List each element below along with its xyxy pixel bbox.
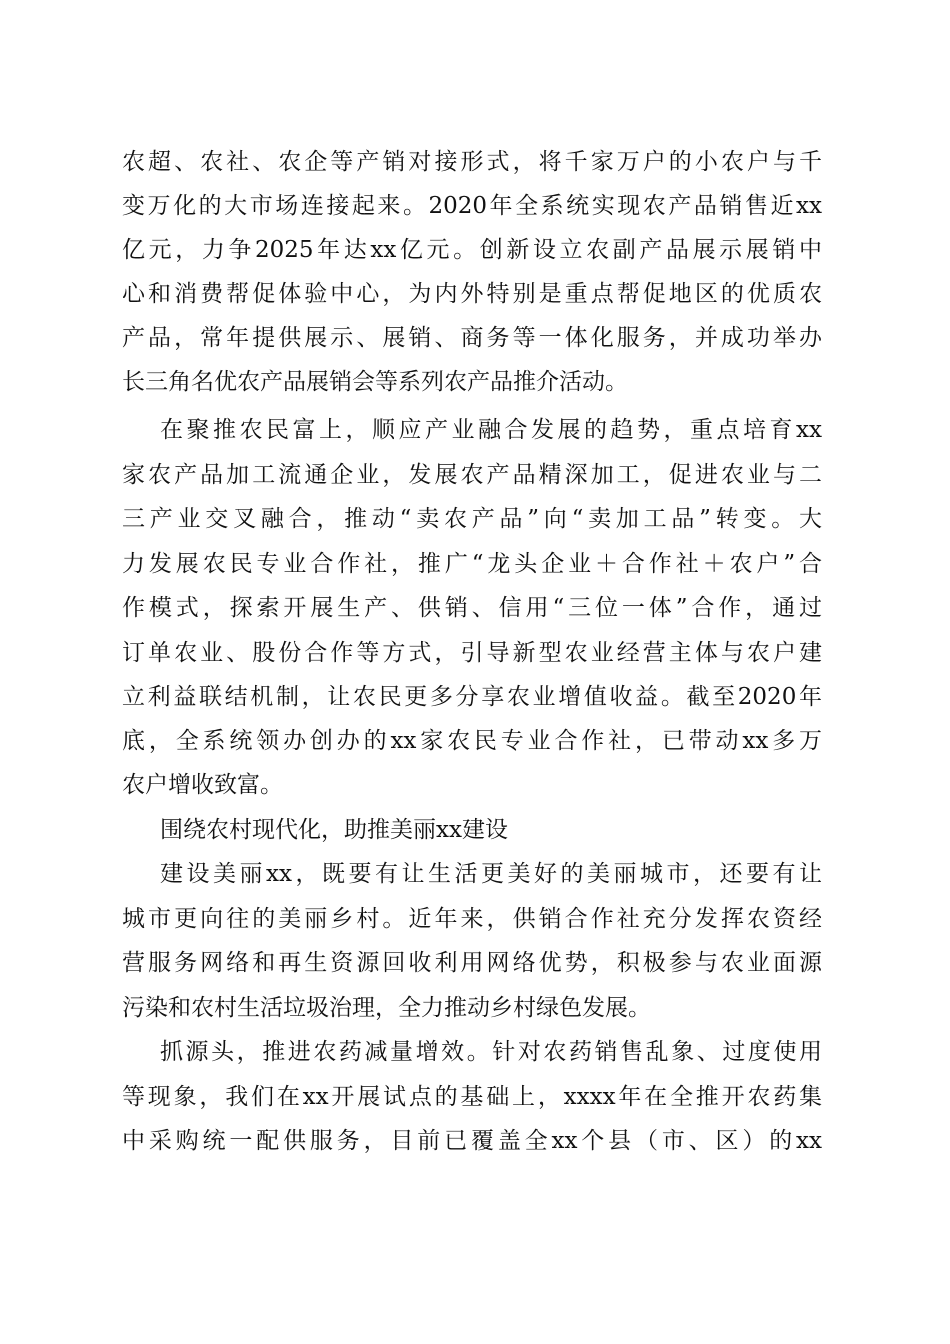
- paragraph-first-line: 抓源头，推进农药减量增效。针对农药销售乱象、过度使用: [160, 1039, 822, 1065]
- text-line: 力发展农民专业合作社，推广“龙头企业＋合作社＋农户”合: [122, 551, 822, 577]
- text-line: 三产业交叉融合，推动“卖农产品”向“卖加工品”转变。大: [122, 506, 822, 532]
- text-line: 城市更向往的美丽乡村。近年来，供销合作社充分发挥农资经: [122, 906, 822, 932]
- text-line: 家农产品加工流通企业，发展农产品精深加工，促进农业与二: [122, 462, 822, 488]
- text-line: 污染和农村生活垃圾治理，全力推动乡村绿色发展。: [122, 995, 651, 1021]
- text-line: 中采购统一配供服务，目前已覆盖全xx个县（市、区）的xx: [122, 1128, 822, 1154]
- text-line: 亿元，力争2025年达xx亿元。创新设立农副产品展示展销中: [122, 237, 822, 263]
- text-line: 立利益联结机制，让农民更多分享农业增值收益。截至2020年: [122, 684, 822, 710]
- section-heading: 围绕农村现代化，助推美丽xx建设: [160, 817, 508, 843]
- text-line: 等现象，我们在xx开展试点的基础上，xxxx年在全推开农药集: [122, 1084, 822, 1110]
- text-line: 作模式，探索开展生产、供销、信用“三位一体”合作，通过: [122, 595, 822, 621]
- text-line: 农超、农社、农企等产销对接形式，将千家万户的小农户与千: [122, 149, 822, 175]
- text-line: 产品，常年提供展示、展销、商务等一体化服务，并成功举办: [122, 325, 822, 351]
- text-line: 长三角名优农产品展销会等系列农产品推介活动。: [122, 369, 628, 395]
- paragraph-first-line: 建设美丽xx，既要有让生活更美好的美丽城市，还要有让: [160, 861, 822, 887]
- text-line: 农户增收致富。: [122, 772, 283, 798]
- text-line: 心和消费帮促体验中心，为内外特别是重点帮促地区的优质农: [122, 281, 822, 307]
- text-line: 订单农业、股份合作等方式，引导新型农业经营主体与农户建: [122, 640, 822, 666]
- paragraph-first-line: 在聚推农民富上，顺应产业融合发展的趋势，重点培育xx: [160, 417, 822, 443]
- text-line: 底，全系统领办创办的xx家农民专业合作社，已带动xx多万: [122, 728, 822, 754]
- text-line: 变万化的大市场连接起来。2020年全系统实现农产品销售近xx: [122, 193, 822, 219]
- text-line: 营服务网络和再生资源回收利用网络优势，积极参与农业面源: [122, 950, 822, 976]
